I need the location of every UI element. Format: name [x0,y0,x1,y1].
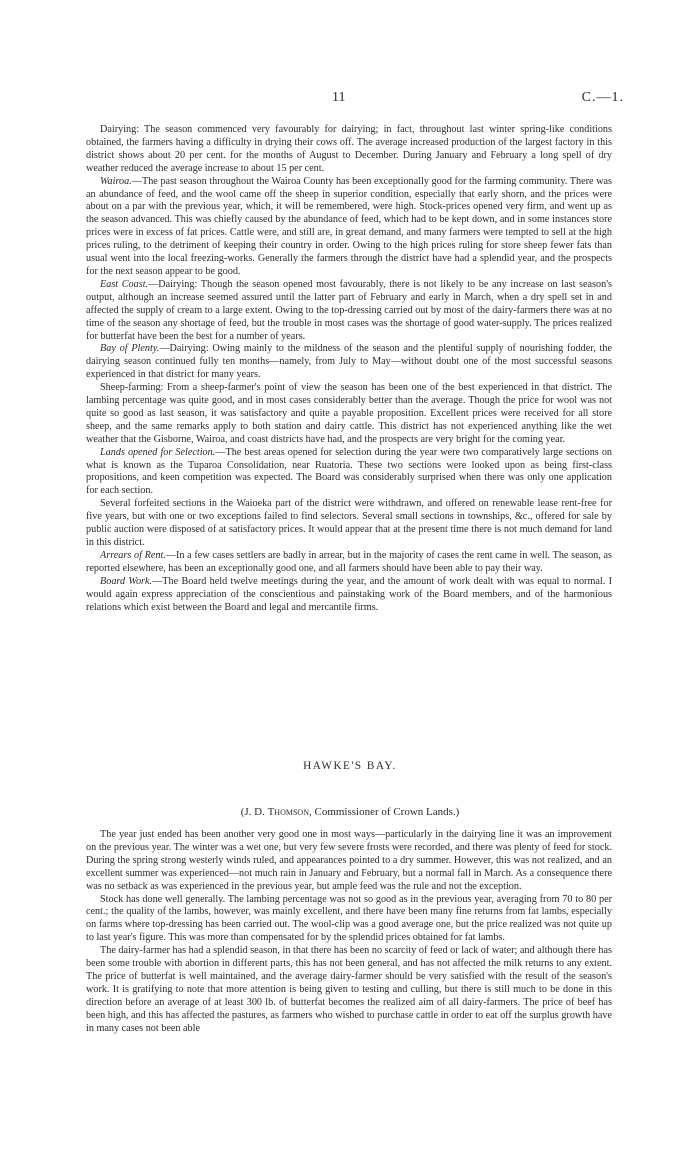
paragraph-text: Sheep-farming: From a sheep-farmer's point of view the season has been one of the best experienced in that district. The lambing percentage was quite good, and in most cases considerably better than the average. Though the price for wool was not quite so good as last season, it was satisfactory and quite a payable proposition. Excellent prices were received for all store sheep, and the same remarks apply to both station and dairy cattle. This district has not experienced anything like the wet weather that the Gisborne, Wairoa, and coast districts have had, and the prospects are very bright for the coming year. [86,382,612,445]
paragraph-text: Several forfeited sections in the Waioeka part of the district were withdrawn, and offered on renewable lease rent-free for five years, but with one or two exceptions failed to find selectors. Several small sections in townships, &c., offered for sale by public auction were disposed of at satisfactory prices. It would appear that at the present time there is not much demand for land in this district. [86,498,612,548]
paper-code: C.—1. [581,90,624,105]
byline-name: Thomson [267,806,309,818]
paragraph [86,279,612,344]
paragraph [86,550,612,576]
paragraph [86,176,612,279]
paragraph-lead: Board Work. [100,575,153,587]
paragraph-lead: Wairoa. [100,175,132,187]
paragraph-text: —The Board held twelve meetings during the year, and the amount of work dealt with was equal to normal. I would again express appreciation of the conscientious and painstaking work of the Board members, and of the harmonious relations which exist between the Board and legal and mercantile firms. [86,575,612,613]
gisborne-section-body [86,124,612,614]
paragraph-lead: East Coast. [100,278,149,290]
paragraph: Stock has done well generally. The lambing percentage was not so good as in the previous year, averaging from 70 to 80 per cent.; the quality of the lambs, however, was mainly excellent, and there have been many fine returns from fat lambs, especially on farms where top-dressing has been carried out. The wool-clip was a good average one, but the price realized was not quite up to last year's figure. This was more than compensated for by the splendid prices obtained for fat lambs. [86,893,612,944]
paragraph [86,343,612,382]
byline-rest: , Commissioner of Crown Lands.) [308,806,460,818]
paragraph: The year just ended has been another very good one in most ways—particularly in the dairying line it was an improvement on the previous year. The winter was a wet one, but very few severe frosts were recorded, and there was plenty of feed for stock. During the spring strong westerly winds ruled, and appearances pointed to a dry summer. However, this was not realized, and an excellent summer was experienced—not much rain in January and February, but a normal fall in March. As a consequence there was no setback as was experienced in the previous year, but ample feed was the rule and not the exception. [86,829,612,892]
page-number: 11 [332,90,346,105]
paragraph-lead: Bay of Plenty. [100,343,160,355]
paragraph-text: —Dairying: Owing mainly to the mildness of the season and the plentiful supply of nourishing fodder, the dairying season continued fully ten months—namely, from July to May—without doubt one of the most successful seasons experienced in that district for many years. [86,343,612,381]
paragraph-text: Dairying: The season commenced very favourably for dairying; in fact, throughout last winter spring-like conditions obtained, the farmers having a difficulty in drying their cows off. The average increased production of the largest factory in this district shows about 20 per cent. for the months of August to December. During January and February a long spell of dry weather reduced the average increase to about 15 per cent. [86,124,612,174]
byline-open: (J. D. [240,806,268,818]
paragraph [86,382,612,447]
paragraph-text: —The best areas opened for selection during the year were two comparatively large sections on what is known as the Tuparoa Consolidation, near Ruatoria. These two sections were looked upon as being first-class propositions, and keen competition was expected. The Board was considerably surprised when there was only one application for each section. [86,446,613,497]
paragraph-lead: Lands opened for Selection. [100,446,216,458]
hawkes-bay-section-body [86,829,612,1036]
section-heading: HAWKE'S BAY. [303,760,397,772]
paragraph [86,498,612,550]
paragraph [86,447,612,499]
section-byline [0,806,700,818]
page-header [0,90,700,106]
paragraph-text: —The past season throughout the Wairoa County has been exceptionally good for the farming community. There was an abundance of feed, and the wool came off the sheep in superior condition, especially that early shorn, and the prices were about on a par with the previous year, which, it will be remembered, were high. Stock-prices opened very firm, and went up as the season advanced. This was chiefly caused by the abundance of feed, which had to be kept down, and in some instances store prices were in excess of fat prices. Cattle were, and still are, in great demand, and many farmers were tempted to sell at the high prices ruling, to the detriment of keeping their country in order. Owing to the high prices ruling for store sheep fewer fats than usual went into the local freezing-works. Generally the farmers through the district have had a splendid year, and the prospects for the next season appear to be good. [86,175,612,277]
paragraph [86,576,612,615]
paragraph-lead: Arrears of Rent. [100,549,166,561]
paragraph-text: —Dairying: Though the season opened most favourably, there is not likely to be any increase on last season's output, although an increase seemed assured until the latter part of February and early in March, when a dry spell set in and affected the supply of cream to a large extent. Owing to the top-dressing carried out by most of the dairy-farmers there was at no time of the season any shortage of feed, but the trouble in most cases was the shortage of good water-supply. The prices realized for butterfat have been the best for a number of years. [86,278,613,342]
paragraph [86,124,612,176]
paragraph: The dairy-farmer has had a splendid season, in that there has been no scarcity of feed or lack of water; and although there has been some trouble with abortion in different parts, this has not been general, and has not affected the milk returns to any extent. The price of butterfat is well maintained, and the average dairy-farmer should be very satisfied with the result of the season's work. It is gratifying to note that more attention is being given to testing and culling, but there is still much to be done in this direction before an average of at least 300 lb. of butterfat becomes the realized aim of all dairy-farmers. The price of beef has been high, and this has affected the pastures, as farmers who wished to purchase cattle in order to eat off the surplus growth have in many cases not been able [86,945,612,1034]
paragraph-text: —In a few cases settlers are badly in arrear, but in the majority of cases the rent came in well. The season, as reported elsewhere, has been an exceptionally good one, and all farmers should have been able to pay their way. [86,549,612,574]
